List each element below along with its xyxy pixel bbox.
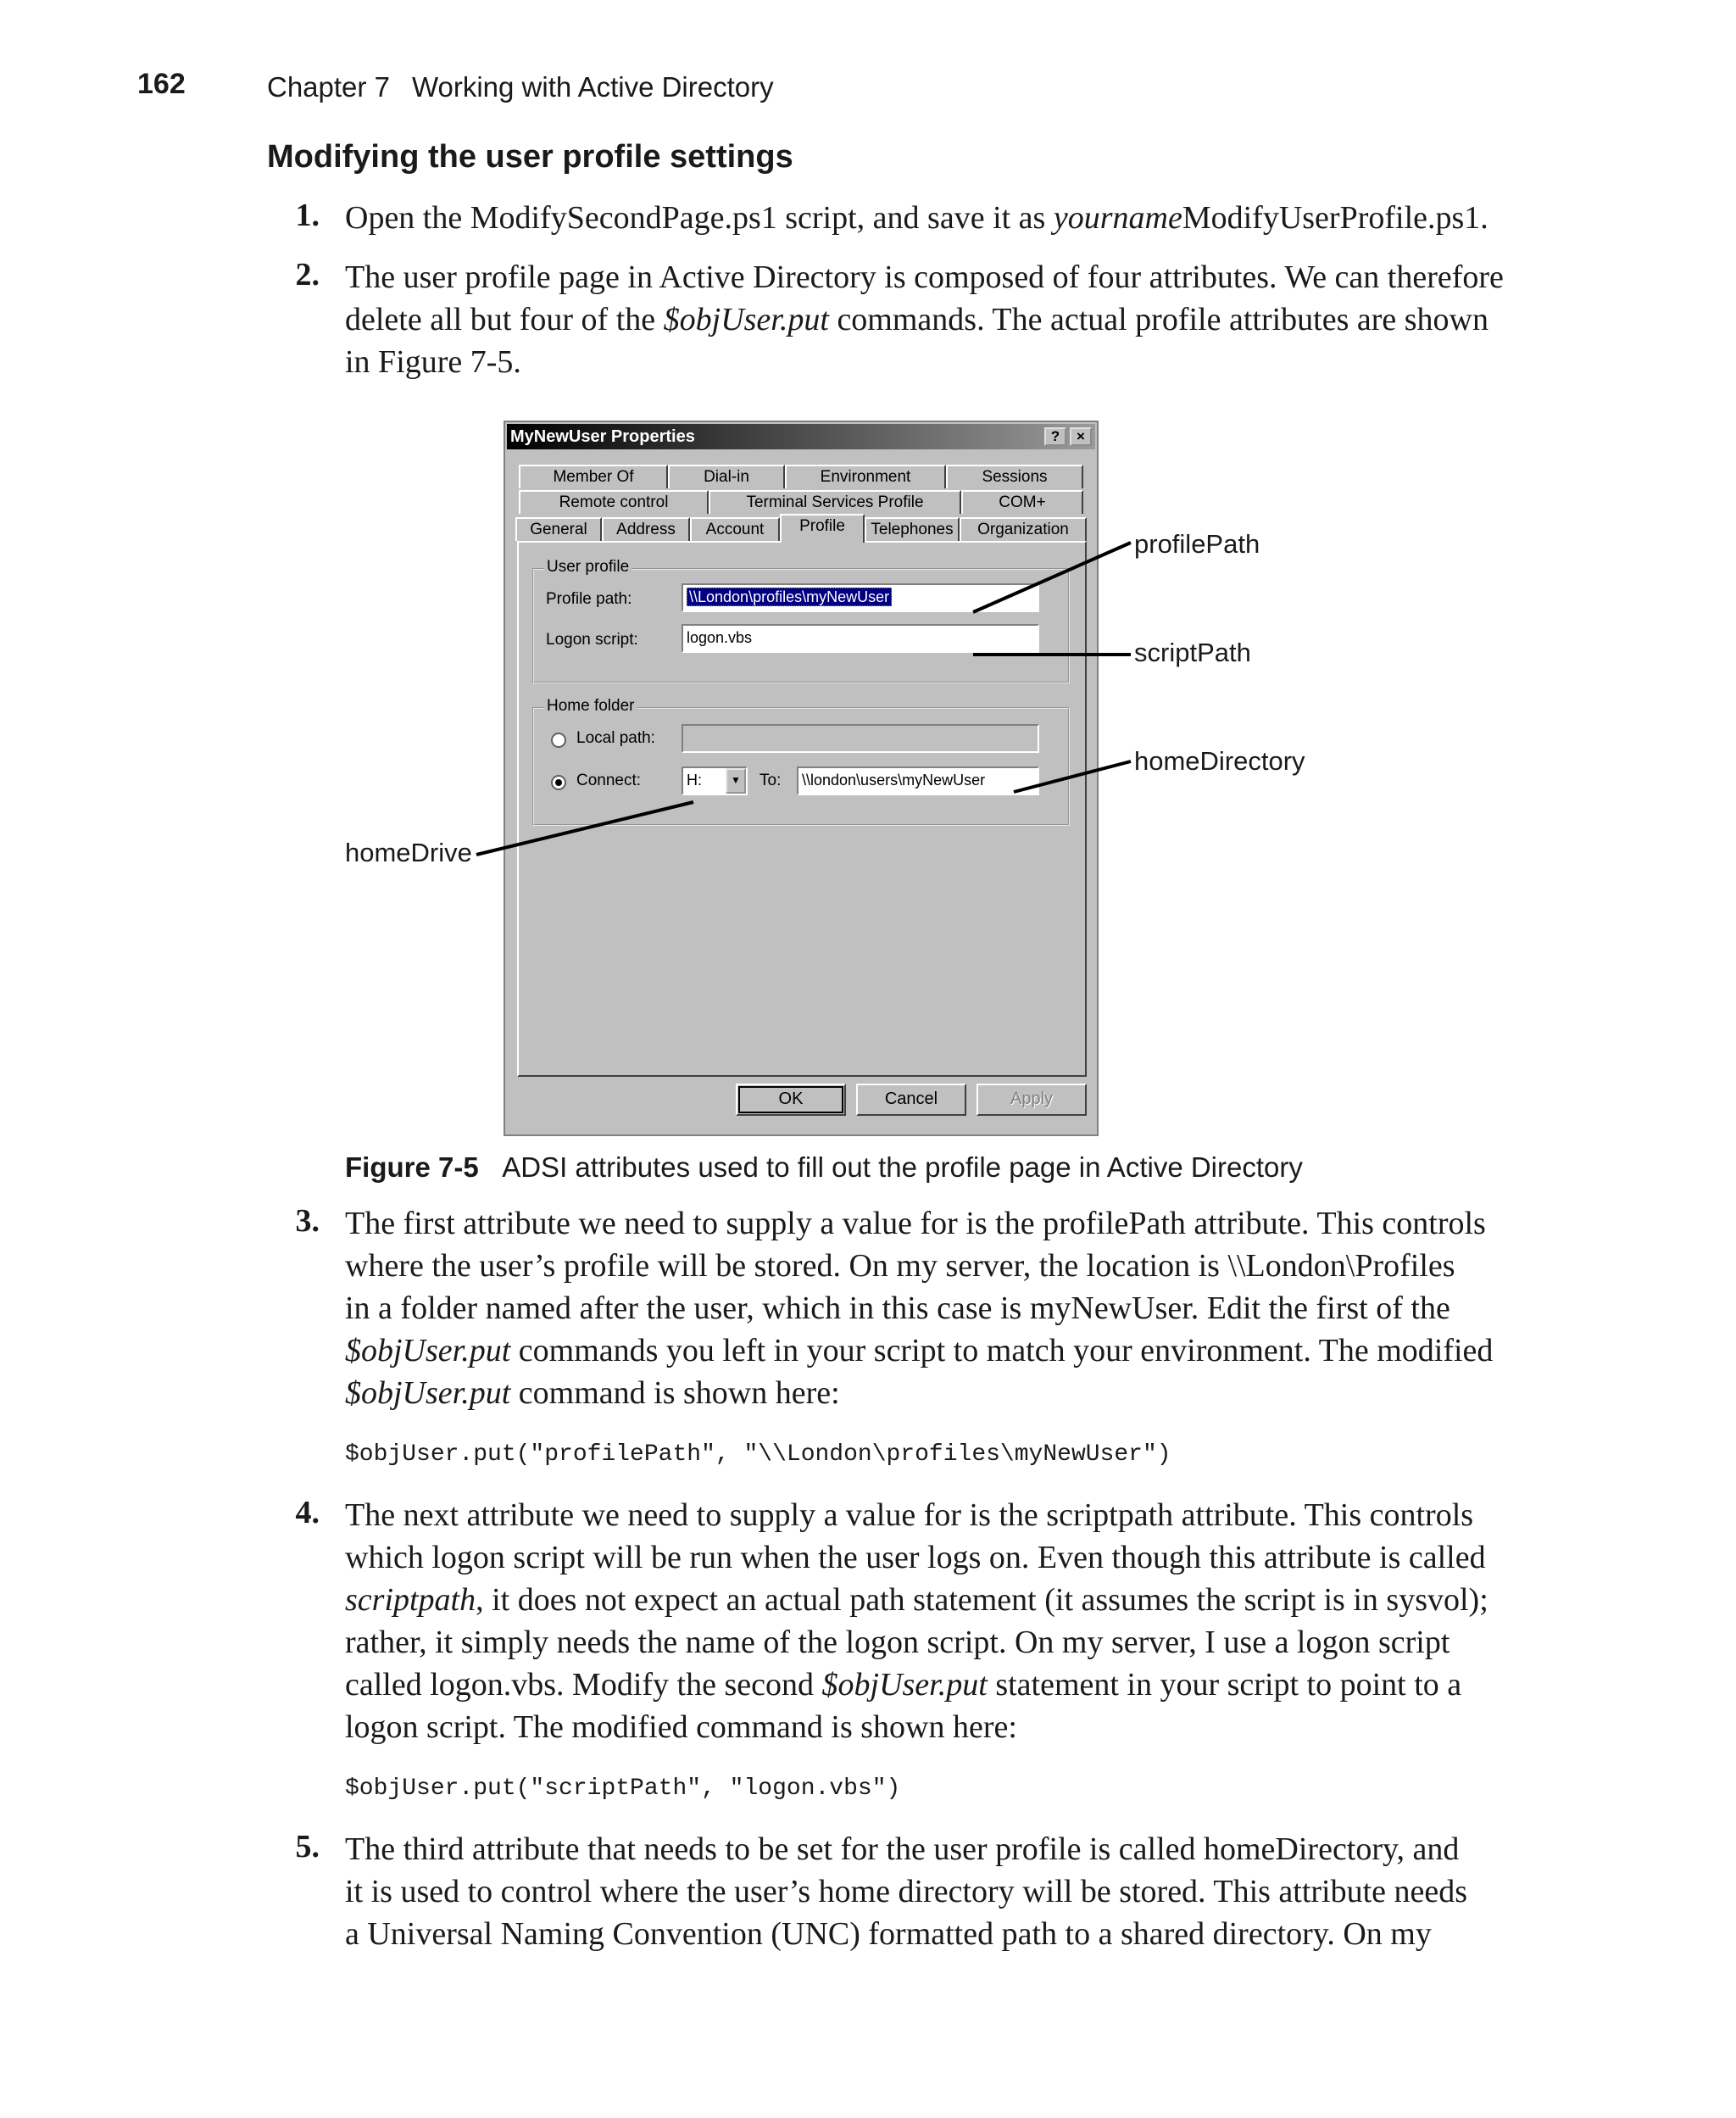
home-directory-leader xyxy=(1014,761,1131,792)
to-label: To: xyxy=(760,772,782,789)
drive-letter-value: H: xyxy=(687,772,702,789)
paragraph-line xyxy=(345,1202,1549,1245)
chapter-title: Working with Active Directory xyxy=(411,71,774,103)
text-run: a Universal Naming Convention (UNC) formatted path to a shared directory. On my xyxy=(345,1916,1432,1952)
logon-script-label: Logon script: xyxy=(546,631,638,649)
italic-run: scriptpath xyxy=(345,1582,476,1618)
text-run: delete all but four of the xyxy=(345,302,664,337)
step-number: 5. xyxy=(295,1829,320,1864)
local-path-label: Local path: xyxy=(576,729,655,747)
step-number: 3. xyxy=(295,1203,320,1239)
italic-run: $objUser.put xyxy=(345,1375,511,1411)
italic-run: $objUser.put xyxy=(345,1333,511,1368)
italic-run: $objUser.put xyxy=(821,1667,988,1703)
text-run: ModifyUserProfile.ps1. xyxy=(1182,200,1488,236)
paragraph-line xyxy=(345,1621,1549,1664)
tab-com-plus[interactable]: COM+ xyxy=(961,490,1083,514)
profile-path-value: \\London\profiles\myNewUser xyxy=(687,588,892,606)
paragraph-line xyxy=(345,1706,1549,1748)
text-run: where the user’s profile will be stored. On my server, the location is \\London\Profiles xyxy=(345,1248,1455,1284)
callout-home-drive: homeDrive xyxy=(345,838,472,867)
apply-button[interactable]: Apply xyxy=(976,1084,1087,1116)
text-run: The first attribute we need to supply a value for is the profilePath attribute. This controls xyxy=(345,1206,1486,1241)
tab-sessions[interactable]: Sessions xyxy=(946,465,1083,488)
paragraph-line xyxy=(345,1329,1549,1372)
paragraph-line xyxy=(345,1664,1549,1706)
text-run: statement in your script to point to a xyxy=(987,1667,1462,1703)
cancel-button[interactable]: Cancel xyxy=(856,1084,966,1116)
tab-account[interactable]: Account xyxy=(690,517,780,541)
help-button[interactable]: ? xyxy=(1044,427,1066,446)
figure-label: Figure 7-5 xyxy=(345,1151,479,1183)
close-button[interactable]: × xyxy=(1070,427,1092,446)
step-number: 4. xyxy=(295,1495,320,1530)
text-run: command is shown here: xyxy=(510,1375,840,1411)
connect-to-input[interactable]: \\london\users\myNewUser xyxy=(797,766,1039,795)
callout-profile-path: profilePath xyxy=(1134,529,1260,559)
home-folder-group-label: Home folder xyxy=(544,697,637,716)
text-run: logon script. The modified command is shown here: xyxy=(345,1709,1017,1745)
chapter-label: Chapter 7 xyxy=(267,71,390,103)
paragraph-line xyxy=(345,1913,1549,1955)
section-heading: Modifying the user profile settings xyxy=(267,139,793,175)
tab-address[interactable]: Address xyxy=(602,517,690,541)
paragraph-line xyxy=(345,1536,1549,1579)
text-run: , it does not expect an actual path statement (it assumes the script is in sysvol); xyxy=(476,1582,1488,1618)
ok-button[interactable]: OK xyxy=(736,1084,846,1116)
text-run: Open the ModifySecondPage.ps1 script, and save it as xyxy=(345,200,1054,236)
text-run: which logon script will be run when the user logs on. Even though this attribute is called xyxy=(345,1540,1486,1575)
step-number: 1. xyxy=(295,198,320,233)
logon-script-input[interactable]: logon.vbs xyxy=(682,624,1039,653)
tab-terminal-services-profile[interactable]: Terminal Services Profile xyxy=(709,490,961,514)
paragraph-line xyxy=(345,1372,1549,1414)
home-drive-leader xyxy=(476,802,693,855)
callout-home-directory: homeDirectory xyxy=(1134,746,1305,776)
text-run: commands. The actual profile attributes are shown xyxy=(828,302,1488,337)
dialog-title: MyNewUser Properties xyxy=(510,427,695,446)
paragraph-line xyxy=(345,1494,1549,1536)
text-run: called logon.vbs. Modify the second xyxy=(345,1667,822,1703)
profile-path-leader xyxy=(973,543,1131,612)
tab-telephones[interactable]: Telephones xyxy=(865,517,960,541)
paragraph-line xyxy=(345,1245,1549,1287)
text-run: rather, it simply needs the name of the logon script. On my server, I use a logon script xyxy=(345,1625,1450,1660)
figure-caption xyxy=(345,1151,1303,1184)
tab-member-of[interactable]: Member Of xyxy=(519,465,668,488)
paragraph-line xyxy=(345,1287,1549,1329)
text-run: The third attribute that needs to be set for the user profile is called homeDirectory, and xyxy=(345,1831,1460,1867)
tab-general[interactable]: General xyxy=(515,517,602,541)
italic-run: yourname xyxy=(1053,200,1182,236)
italic-run: $objUser.put xyxy=(663,302,829,337)
text-run: commands you left in your script to match your environment. The modified xyxy=(510,1333,1494,1368)
tab-organization[interactable]: Organization xyxy=(960,517,1087,541)
tab-remote-control[interactable]: Remote control xyxy=(519,490,709,514)
step-4-text xyxy=(345,1494,1549,1748)
connect-label: Connect: xyxy=(576,772,642,789)
paragraph-line xyxy=(345,1870,1549,1913)
step-5-text xyxy=(345,1828,1549,1955)
tab-profile[interactable]: Profile xyxy=(780,514,865,543)
code-profile-path: $objUser.put("profilePath", "\\London\profiles\myNewUser") xyxy=(345,1441,1171,1468)
page-number: 162 xyxy=(137,68,186,100)
user-profile-group-label: User profile xyxy=(544,558,632,577)
text-run: in a folder named after the user, which in this case is myNewUser. Edit the first of the xyxy=(345,1290,1450,1326)
paragraph-line xyxy=(345,1828,1549,1870)
tab-dial-in[interactable]: Dial-in xyxy=(668,465,785,488)
text-run: it is used to control where the user’s home directory will be stored. This attribute needs xyxy=(345,1874,1468,1909)
profile-path-label: Profile path: xyxy=(546,590,632,608)
code-script-path: $objUser.put("scriptPath", "logon.vbs") xyxy=(345,1775,901,1802)
paragraph-line xyxy=(345,1579,1549,1621)
text-run: in Figure 7-5. xyxy=(345,344,521,380)
text-run: The next attribute we need to supply a value for is the scriptpath attribute. This controls xyxy=(345,1497,1474,1533)
callout-script-path: scriptPath xyxy=(1134,638,1251,667)
text-run: The user profile page in Active Directory is composed of four attributes. We can therefore xyxy=(345,259,1504,295)
chevron-down-icon[interactable]: ▼ xyxy=(726,768,746,794)
step-3-text xyxy=(345,1202,1549,1414)
step-number: 2. xyxy=(295,257,320,293)
tab-environment[interactable]: Environment xyxy=(785,465,946,488)
figure-caption-text: ADSI attributes used to fill out the profile page in Active Directory xyxy=(502,1151,1303,1183)
